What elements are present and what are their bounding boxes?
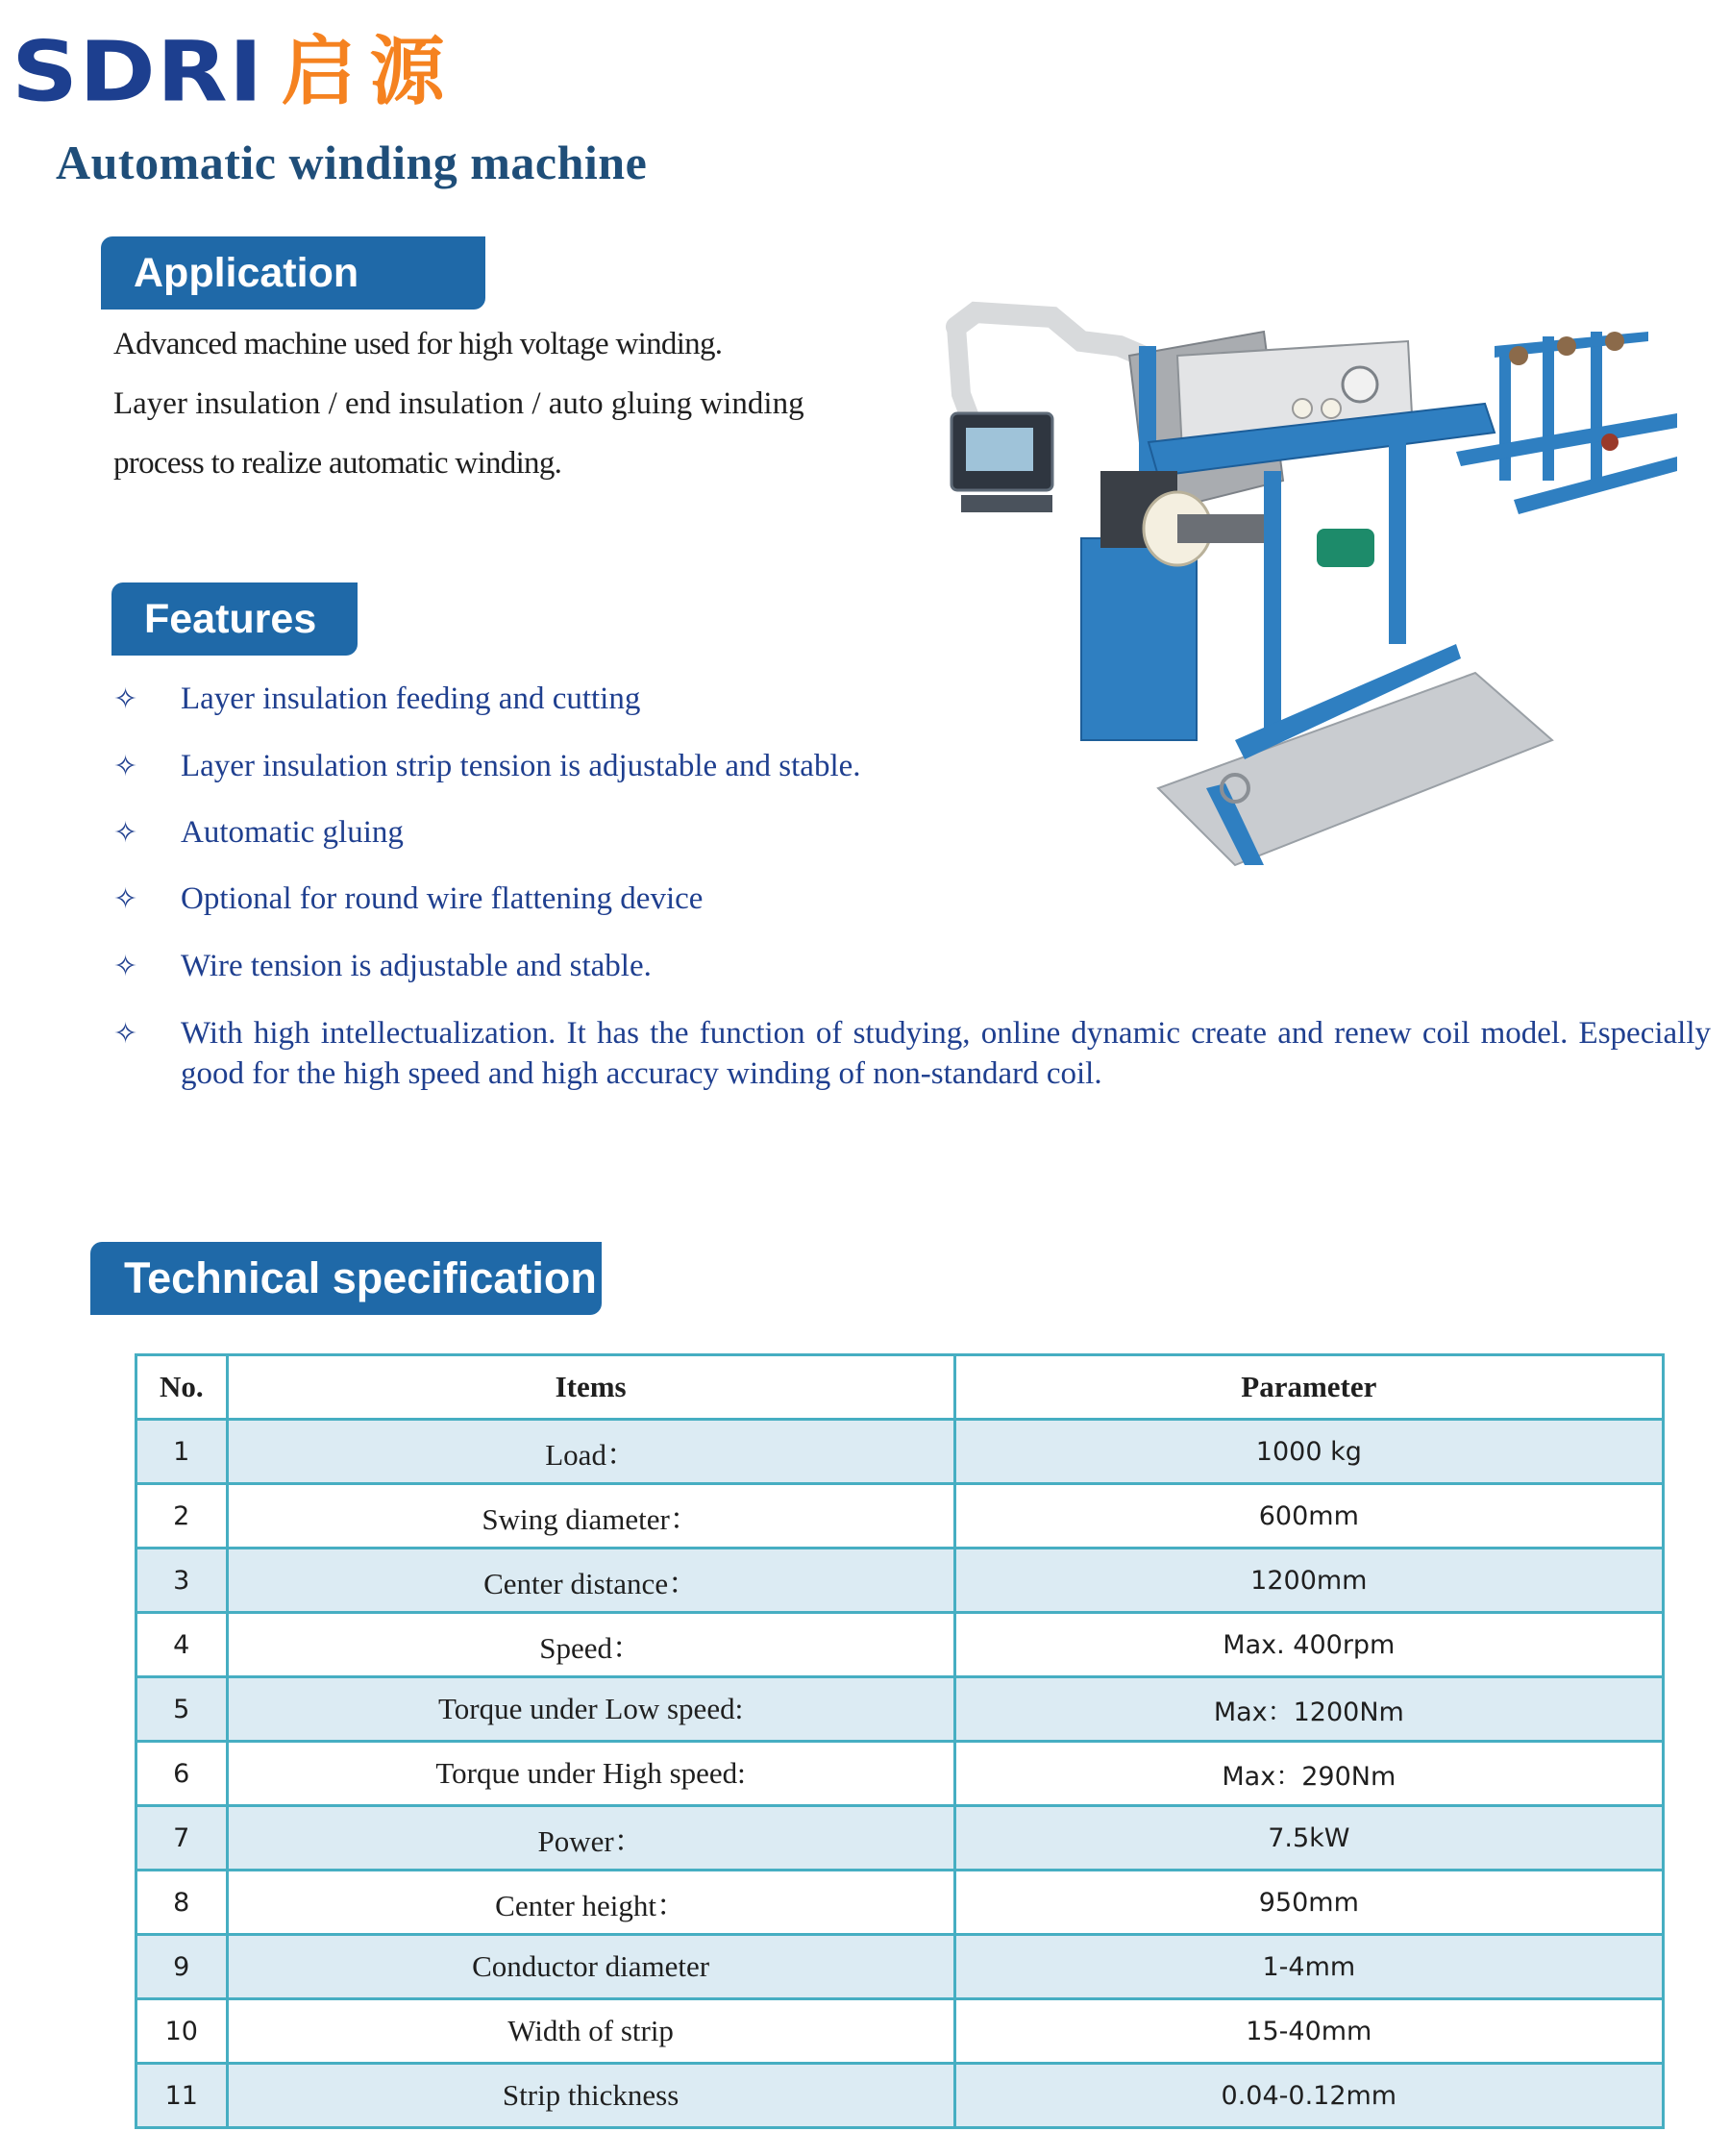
feature-item <box>113 679 640 721</box>
feature-item <box>113 879 703 921</box>
row-item: Center distance： <box>227 1549 954 1613</box>
feature-text: With high intellectualization. It has the function of studying, online dynamic create and renew coil model. Especially good for the high speed and high accuracy winding of non-standard coil. <box>181 1016 1711 1091</box>
row-parameter: Max：290Nm <box>954 1742 1663 1806</box>
spec-table <box>135 1353 1665 2129</box>
row-parameter: 0.04-0.12mm <box>954 2064 1663 2128</box>
star-bullet-icon: ✧ <box>113 882 138 916</box>
row-item: Center height： <box>227 1871 954 1935</box>
feature-item <box>113 746 861 788</box>
table-row <box>136 2064 1664 2128</box>
winding-machine-image <box>918 288 1687 884</box>
table-row <box>136 1806 1664 1871</box>
star-bullet-icon: ✧ <box>113 682 138 716</box>
row-number: 2 <box>136 1484 228 1549</box>
row-parameter: 1-4mm <box>954 1935 1663 1999</box>
table-row <box>136 1420 1664 1484</box>
row-parameter: Max：1200Nm <box>954 1677 1663 1742</box>
row-item: Torque under Low speed: <box>227 1677 954 1742</box>
feature-item <box>113 1013 1711 1094</box>
header-no: No. <box>136 1355 228 1420</box>
row-number: 8 <box>136 1871 228 1935</box>
star-bullet-icon: ✧ <box>113 750 138 783</box>
row-parameter: 1000 kg <box>954 1420 1663 1484</box>
application-line: Layer insulation / end insulation / auto gluing winding <box>113 386 804 421</box>
row-number: 10 <box>136 1999 228 2064</box>
row-number: 4 <box>136 1613 228 1677</box>
application-line: Advanced machine used for high voltage winding. <box>113 327 723 361</box>
company-logo <box>12 23 458 121</box>
row-item: Strip thickness <box>227 2064 954 2128</box>
row-parameter: 1200mm <box>954 1549 1663 1613</box>
row-item: Load： <box>227 1420 954 1484</box>
row-number: 1 <box>136 1420 228 1484</box>
table-row <box>136 1742 1664 1806</box>
row-number: 7 <box>136 1806 228 1871</box>
row-item: Conductor diameter <box>227 1935 954 1999</box>
row-number: 9 <box>136 1935 228 1999</box>
row-parameter: 15-40mm <box>954 1999 1663 2064</box>
feature-text: Optional for round wire flattening device <box>181 881 704 916</box>
technical-spec-heading: Technical specification <box>90 1242 602 1315</box>
feature-item <box>113 946 652 988</box>
row-number: 6 <box>136 1742 228 1806</box>
table-row <box>136 1677 1664 1742</box>
row-item: Torque under High speed: <box>227 1742 954 1806</box>
features-heading: Features <box>111 582 358 656</box>
table-header-row <box>136 1355 1664 1420</box>
star-bullet-icon: ✧ <box>113 950 138 983</box>
row-parameter: 950mm <box>954 1871 1663 1935</box>
feature-text: Wire tension is adjustable and stable. <box>181 949 652 983</box>
table-row <box>136 1613 1664 1677</box>
logo-chinese-text: 启源 <box>281 29 458 115</box>
logo-text: SDRI <box>12 23 264 121</box>
row-parameter: Max. 400rpm <box>954 1613 1663 1677</box>
row-number: 5 <box>136 1677 228 1742</box>
table-row <box>136 1549 1664 1613</box>
star-bullet-icon: ✧ <box>113 1017 138 1051</box>
row-number: 11 <box>136 2064 228 2128</box>
row-item: Swing diameter： <box>227 1484 954 1549</box>
feature-text: Automatic gluing <box>181 815 404 850</box>
row-number: 3 <box>136 1549 228 1613</box>
feature-text: Layer insulation feeding and cutting <box>181 681 641 716</box>
row-item: Speed： <box>227 1613 954 1677</box>
application-line: process to realize automatic winding. <box>113 446 562 481</box>
row-item: Power： <box>227 1806 954 1871</box>
table-row <box>136 1484 1664 1549</box>
table-row <box>136 1871 1664 1935</box>
star-bullet-icon: ✧ <box>113 816 138 850</box>
row-item: Width of strip <box>227 1999 954 2064</box>
feature-text: Layer insulation strip tension is adjustable and stable. <box>181 749 861 783</box>
page-title: Automatic winding machine <box>56 136 648 189</box>
header-parameter: Parameter <box>954 1355 1663 1420</box>
application-heading: Application <box>101 236 485 310</box>
header-items: Items <box>227 1355 954 1420</box>
row-parameter: 7.5kW <box>954 1806 1663 1871</box>
feature-item <box>113 812 404 855</box>
table-row <box>136 1999 1664 2064</box>
row-parameter: 600mm <box>954 1484 1663 1549</box>
table-row <box>136 1935 1664 1999</box>
